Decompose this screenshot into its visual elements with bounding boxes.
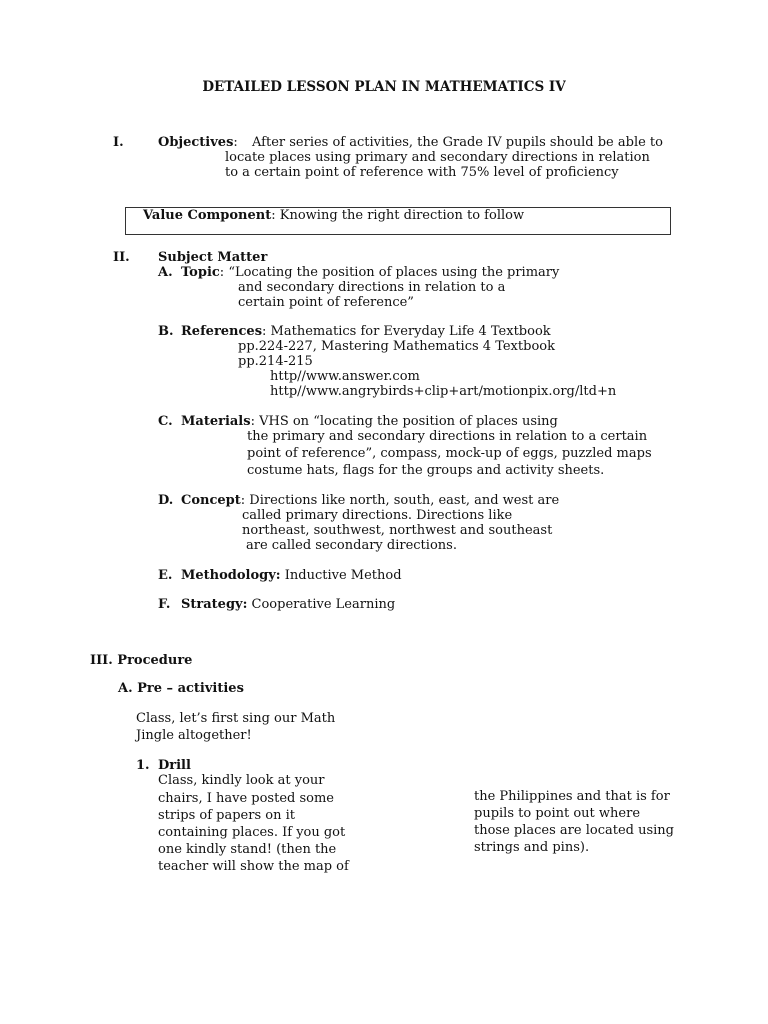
materials-heading [181, 414, 558, 429]
references-label: References [181, 324, 263, 339]
drill-label: Drill [158, 758, 191, 773]
value-component [143, 208, 524, 223]
drill-line-6: teacher will show the map of [158, 859, 349, 874]
methodology-letter: E. [158, 568, 173, 583]
materials-line-1: VHS on “locating the position of places using [259, 414, 558, 429]
drill-right-line-4: strings and pins). [474, 840, 590, 855]
concept-line-1: Directions like north, south, east, and west are [249, 493, 560, 508]
topic-colon: : [219, 265, 225, 280]
materials-line-3: point of reference”, compass, mock-up of eggs, puzzled maps [247, 446, 652, 461]
concept-line-4: are called secondary directions. [246, 538, 457, 553]
drill-line-1: Class, kindly look at your [158, 773, 325, 788]
drill-number: 1. [136, 758, 150, 773]
topic-line-3: certain point of reference” [238, 295, 414, 310]
objectives-line-2: locate places using primary and secondary directions in relation [225, 150, 650, 165]
value-component-label: Value Component [143, 208, 272, 223]
objectives-colon: : [233, 135, 238, 150]
concept-line-2: called primary directions. Directions like [242, 508, 513, 523]
references-line-3: pp.214-215 [238, 354, 313, 369]
materials-label: Materials [181, 414, 251, 429]
references-link-1: http//www.answer.com [270, 369, 420, 384]
strategy-label: Strategy: [181, 597, 248, 612]
drill-line-2: chairs, I have posted some [158, 791, 334, 806]
procedure-heading: III. Procedure [90, 653, 193, 668]
references-letter: B. [158, 324, 174, 339]
topic-line-1: “Locating the position of places using the primary [228, 265, 560, 280]
objectives-label: Objectives [158, 135, 234, 150]
concept-line-3: northeast, southwest, northwest and southeast [242, 523, 553, 538]
methodology-text: Inductive Method [284, 568, 402, 583]
references-line-1: Mathematics for Everyday Life 4 Textbook [270, 324, 551, 339]
drill-line-3: strips of papers on it [158, 808, 295, 823]
methodology [181, 568, 402, 583]
topic-heading [181, 265, 559, 280]
objectives-numeral: I. [113, 135, 124, 150]
methodology-label: Methodology: [181, 568, 281, 583]
subject-matter-heading: Subject Matter [158, 250, 268, 265]
concept-label: Concept [181, 493, 241, 508]
objectives-line-3: to a certain point of reference with 75% level of proficiency [225, 165, 619, 180]
pre-activities-heading: A. Pre – activities [118, 681, 244, 696]
strategy-text: Cooperative Learning [251, 597, 396, 612]
topic-label: Topic [181, 265, 220, 280]
drill-line-5: one kindly stand! (then the [158, 842, 337, 857]
references-colon: : [262, 324, 267, 339]
drill-line-4: containing places. If you got [158, 825, 346, 840]
topic-letter: A. [158, 265, 173, 280]
drill-right-line-3: those places are located using [474, 823, 675, 838]
strategy-letter: F. [158, 597, 171, 612]
value-component-text: Knowing the right direction to follow [279, 208, 525, 223]
materials-letter: C. [158, 414, 173, 429]
drill-right-line-1: the Philippines and that is for [474, 789, 670, 804]
value-component-colon: : [271, 208, 276, 223]
materials-line-2: the primary and secondary directions in relation to a certain [247, 429, 648, 444]
drill-right-line-2: pupils to point out where [474, 806, 641, 821]
intro-line-2: Jingle altogether! [136, 728, 252, 743]
objectives-line-1: After series of activities, the Grade IV pupils should be able to [252, 135, 663, 150]
references-line-2: pp.224-227, Mastering Mathematics 4 Textbook [238, 339, 555, 354]
materials-line-4: costume hats, flags for the groups and activity sheets. [247, 463, 605, 478]
page-title: DETAILED LESSON PLAN IN MATHEMATICS IV [202, 79, 566, 95]
strategy [181, 597, 395, 612]
materials-colon: : [250, 414, 255, 429]
concept-colon: : [240, 493, 246, 508]
intro-line-1: Class, let’s first sing our Math [136, 711, 336, 726]
objectives-heading [158, 135, 238, 150]
topic-line-2: and secondary directions in relation to a [238, 280, 506, 295]
references-link-2: http//www.angrybirds+clip+art/motionpix.org/ltd+n [270, 384, 617, 399]
concept-heading [181, 493, 559, 508]
subject-matter-numeral: II. [113, 250, 130, 265]
references-heading [181, 324, 551, 339]
concept-letter: D. [158, 493, 174, 508]
